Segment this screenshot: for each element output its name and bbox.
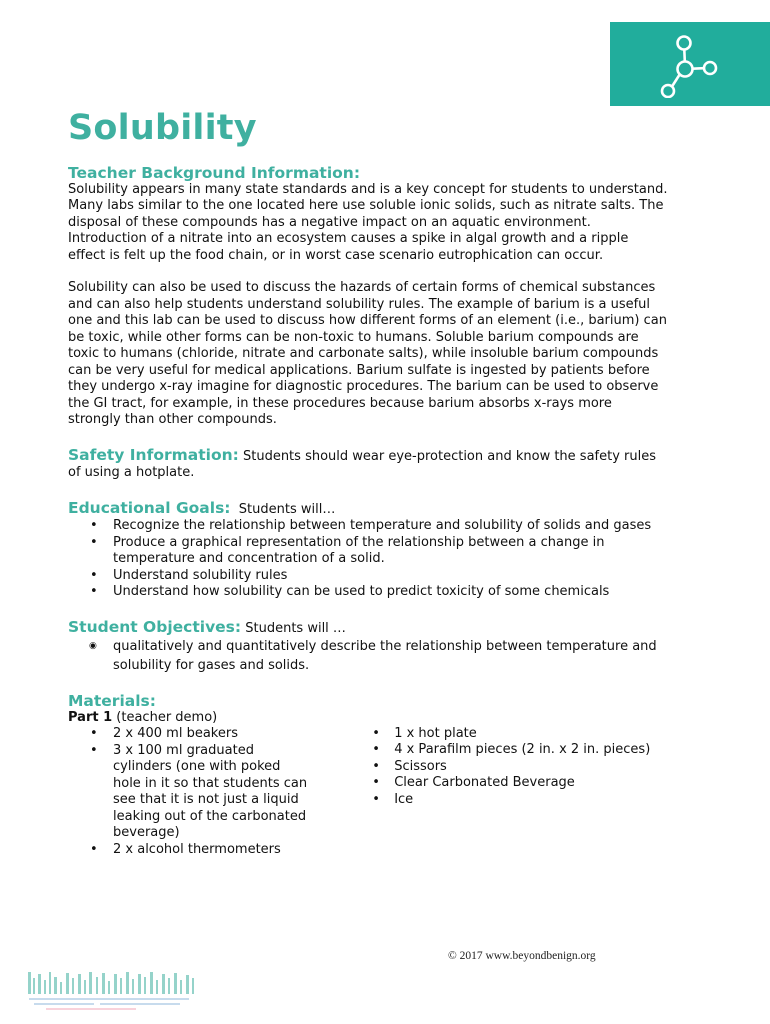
safety-heading: Safety Information: [68, 445, 239, 464]
beyond-benign-logo [26, 968, 206, 1020]
materials-right-column [364, 710, 668, 859]
materials-columns [68, 710, 668, 859]
goals-intro: Students will… [238, 501, 336, 517]
list-item: • Clear Carbonated Beverage [364, 775, 668, 792]
background-paragraph-1: Solubility appears in many state standards and is a key concept for students to understand. Many labs similar to the one located here use soluble ionic solids, such as nitrate salts. The disposal of these compounds has a negative impact on an aquatic environment. Introduction of a nitrate into an ecosystem causes a spike in algal growth and a ripple effect is felt up the food chain, or in worst case scenario eutrophication can occur. [68, 181, 668, 263]
list-item: • 1 x hot plate [364, 726, 668, 743]
list-item: • 2 x alcohol thermometers [68, 842, 309, 859]
materials-heading: Materials: [68, 692, 156, 710]
materials-left-column [68, 710, 309, 859]
goals-heading: Educational Goals: [68, 498, 231, 517]
list-item: • 3 x 100 ml graduated cylinders (one with poked hole in it so that students can see that it is not just a liquid leaking out of the carbonated beverage) [68, 743, 309, 842]
list-item: • Produce a graphical representation of the relationship between a change in temperature and concentration of a solid. [68, 535, 668, 568]
document-body [68, 165, 668, 858]
list-item: ◉ qualitatively and quantitatively describe the relationship between temperature and solubility for gases and solids. [68, 637, 668, 675]
list-item: • Scissors [364, 759, 668, 776]
page-title: Solubility [68, 108, 257, 148]
list-item: • Recognize the relationship between temperature and solubility of solids and gases [68, 518, 668, 535]
materials-part-note: (teacher demo) [116, 709, 218, 725]
materials-right-list [364, 726, 668, 809]
materials-part-label: Part 1 [68, 709, 113, 725]
copyright-text: © 2017 www.beyondbenign.org [448, 950, 596, 962]
objectives-intro: Students will … [245, 620, 346, 636]
objectives-list [68, 637, 668, 675]
background-paragraph-2: Solubility can also be used to discuss the hazards of certain forms of chemical substances and can also help students understand solubility rules. The example of barium is a useful one and this lab can be used to discuss how different forms of an element (i.e., barium) can be toxic, while other forms can be non-toxic to humans. Soluble barium compounds are toxic to humans (chloride, nitrate and carbonate salts), while insoluble barium compounds can be very useful for medical applications. Barium sulfate is ingested by patients before they undergo x-ray imagine for diagnostic procedures. The barium can be used to observe the GI tract, for example, in these procedures because barium absorbs x-rays more strongly than other compounds. [68, 280, 667, 427]
objectives-heading: Student Objectives: [68, 617, 242, 636]
molecule-icon [658, 32, 722, 98]
list-item: • 4 x Parafilm pieces (2 in. x 2 in. pieces) [364, 742, 668, 759]
objectives-heading-line [68, 619, 668, 638]
header-corner-box [610, 22, 770, 106]
list-item: • Ice [364, 792, 668, 809]
list-item: • Understand how solubility can be used to predict toxicity of some chemicals [68, 584, 668, 601]
list-item: • Understand solubility rules [68, 568, 668, 585]
safety-text: Students should wear eye-protection and know the safety rules of using a hotplate. [68, 448, 657, 480]
safety-section [68, 447, 668, 482]
goals-section-heading-line [68, 500, 668, 519]
materials-left-list [68, 726, 309, 858]
list-item: • 2 x 400 ml beakers [68, 726, 309, 743]
background-heading: Teacher Background Information: [68, 164, 361, 182]
materials-part-line [68, 710, 309, 727]
goals-list [68, 518, 668, 601]
